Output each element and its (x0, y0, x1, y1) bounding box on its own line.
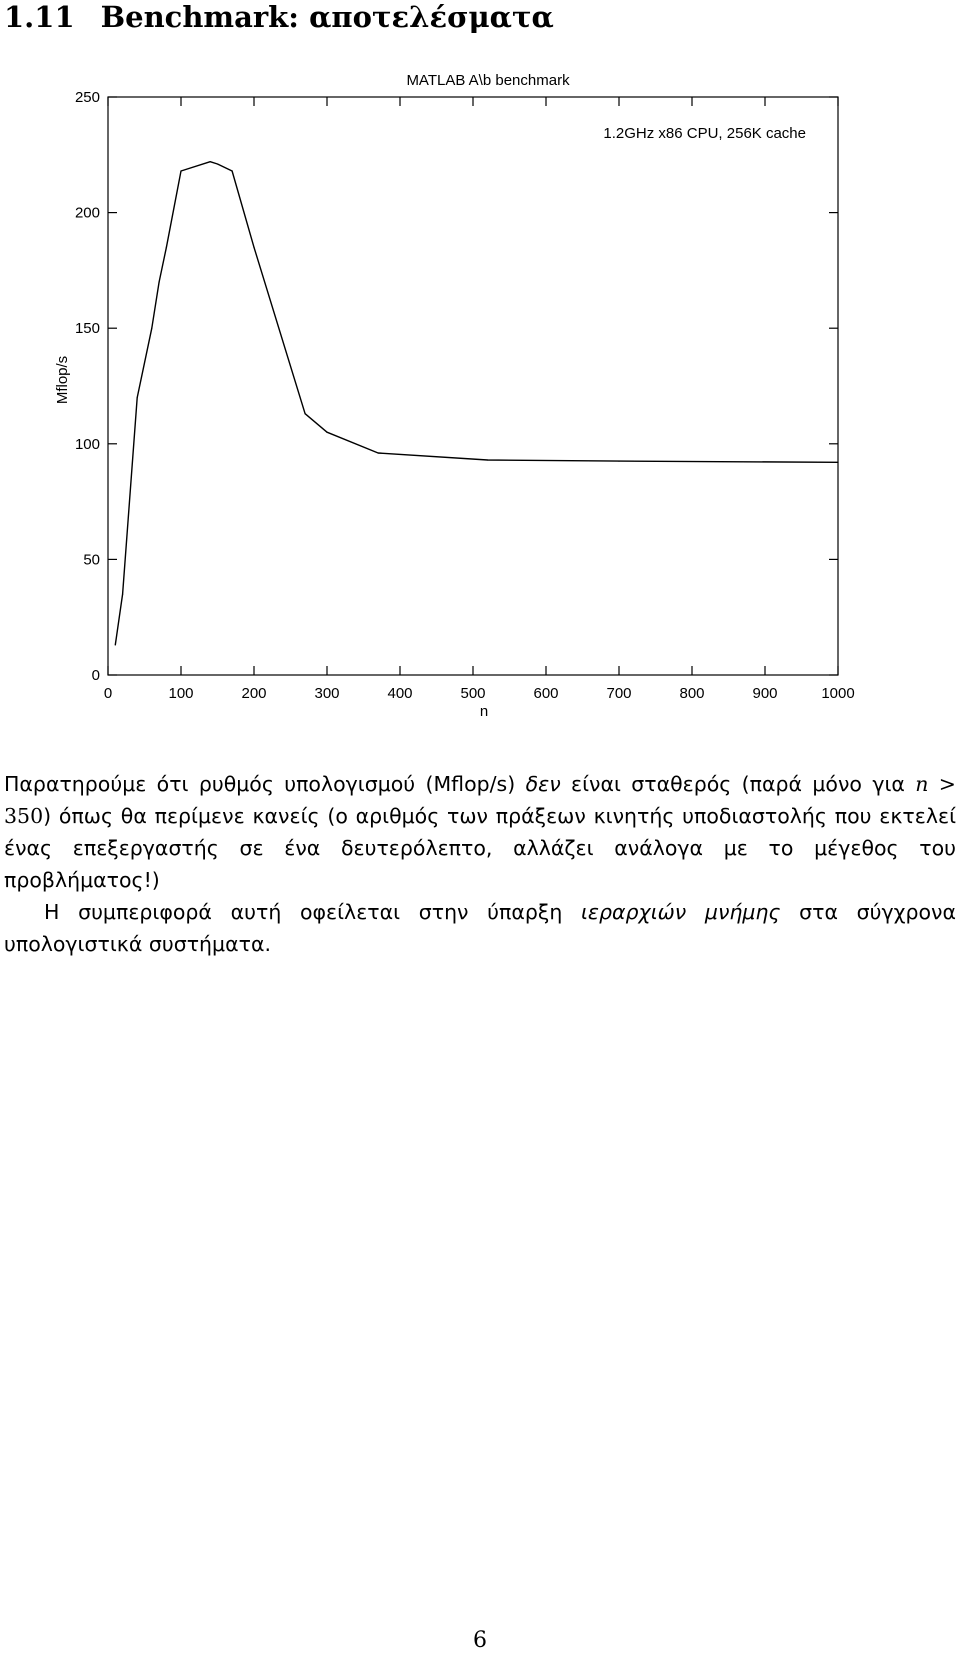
page-number: 6 (473, 1628, 487, 1653)
data-point (166, 247, 167, 248)
chart-annotation: 1.2GHz x86 CPU, 256K cache (603, 125, 806, 142)
paragraph-1-part-b: είναι σταθερός (παρά μόνο για (560, 772, 916, 796)
data-point (137, 397, 138, 398)
section-heading (4, 0, 554, 34)
data-point (837, 462, 838, 463)
data-point (217, 163, 218, 164)
chart-title: MATLAB A\b benchmark (406, 72, 570, 89)
y-tick-label: 150 (74, 320, 100, 338)
chart-labels (54, 72, 806, 720)
y-tick-label: 250 (74, 89, 100, 106)
math-variable-n: n (915, 772, 929, 796)
data-point (326, 432, 327, 433)
x-tick-label: 100 (168, 685, 194, 702)
math-inequality: > 350 (4, 772, 956, 828)
y-tick-label: 200 (74, 204, 100, 222)
paragraph-2 (4, 896, 956, 960)
x-axis-label: n (479, 703, 489, 720)
x-tick-label: 0 (103, 685, 113, 702)
x-tick-label: 400 (387, 685, 413, 702)
data-point (378, 452, 379, 453)
chart-series (115, 161, 839, 645)
paragraph-1-part-c: ) όπως θα περίμενε κανείς (ο αριθμός των πράξεων κινητής υποδιαστολής που εκτελεί ένας επεξεργαστής σε ένα δευτερόλεπτο, αλλάζει ανάλογα με το μέγεθος του προβλήματος!) (4, 804, 956, 892)
data-point (487, 459, 488, 460)
y-tick-label: 50 (83, 551, 100, 569)
data-point (253, 247, 254, 248)
x-tick-label: 1000 (821, 685, 855, 702)
data-point (122, 593, 123, 594)
paragraph-2-part-b: στα σύγχρονα υπολογιστικά συστήματα. (4, 900, 956, 956)
chart-ticks (75, 89, 855, 702)
data-point (115, 644, 116, 645)
x-tick-label: 200 (241, 685, 267, 702)
section-title: Benchmark: αποτελέσματα (100, 0, 554, 34)
x-tick-label: 500 (460, 685, 486, 702)
paragraph-2-emphasis: ιεραρχιών μνήμης (581, 900, 781, 924)
data-point (305, 413, 306, 414)
data-point (151, 328, 152, 329)
series-line-0 (115, 162, 838, 645)
paragraph-1-part-a: Παρατηρούμε ότι ρυθμός υπολογισμού (Mflop/s) (4, 772, 526, 796)
x-tick-label: 800 (679, 685, 705, 702)
x-tick-label: 600 (533, 685, 559, 702)
y-tick-label: 100 (74, 435, 100, 453)
data-point (159, 281, 160, 282)
data-point (180, 170, 181, 171)
x-tick-label: 700 (606, 685, 632, 702)
data-point (232, 170, 233, 171)
paragraph-2-part-a: Η συμπεριφορά αυτή οφείλεται στην ύπαρξη (44, 900, 581, 924)
data-point (210, 161, 211, 162)
x-tick-label: 900 (752, 685, 778, 702)
chart-axes (108, 97, 838, 675)
benchmark-chart (0, 60, 960, 760)
x-tick-label: 300 (314, 685, 340, 702)
paragraph-1 (4, 768, 956, 896)
y-tick-label: 0 (91, 667, 100, 684)
body-text (4, 768, 956, 960)
y-axis-label: Mflop/s (54, 355, 71, 405)
section-number: 1.11 (4, 0, 75, 34)
paragraph-1-emphasis: δεν (525, 772, 561, 796)
plot-frame (108, 97, 838, 675)
data-point (618, 461, 619, 462)
